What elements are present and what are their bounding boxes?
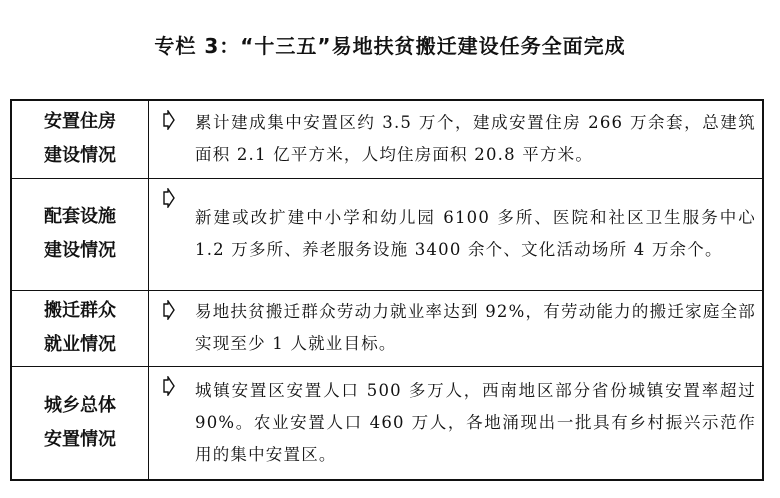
row-content-cell — [149, 178, 764, 290]
table-row-employment — [11, 290, 763, 366]
hollow-arrow-right-icon — [163, 110, 175, 130]
row-label-line1: 安置住房 — [44, 111, 116, 133]
hollow-arrow-right-icon — [163, 300, 175, 320]
row-content-text: 城镇安置区安置人口 500 多万人，西南地区部分省份城镇安置率超过 90%。农业安置人口 460 万人，各地涌现出一批具有乡村振兴示范作用的集中安置区。 — [195, 380, 756, 464]
row-label-cell — [11, 290, 149, 366]
row-content-cell — [149, 100, 764, 178]
row-label-line2: 建设情况 — [44, 145, 116, 167]
row-content-cell — [149, 290, 764, 366]
row-content-cell — [149, 366, 764, 480]
row-label-line2: 就业情况 — [44, 334, 116, 355]
row-label-line2: 安置情况 — [44, 428, 116, 450]
hollow-arrow-right-icon — [163, 376, 175, 396]
row-label-cell — [11, 178, 149, 290]
row-label-cell — [11, 100, 149, 178]
row-content-text: 易地扶贫搬迁群众劳动力就业率达到 92%，有劳动能力的搬迁家庭全部实现至少 1 人就业目标。 — [195, 302, 756, 353]
row-content-text: 累计建成集中安置区约 3.5 万个，建成安置住房 266 万余套，总建筑面积 2.1 亿平方米，人均住房面积 20.8 平方米。 — [195, 113, 756, 165]
row-label-line2: 建设情况 — [44, 240, 116, 261]
row-label-line1: 配套设施 — [44, 206, 116, 227]
page-title: 专栏 3：“十三五”易地扶贫搬迁建设任务全面完成 — [154, 34, 626, 58]
row-content-text: 新建或改扩建中小学和幼儿园 6100 多所、医院和社区卫生服务中心 1.2 万多所、养老服务设施 3400 余个、文化活动场所 4 万余个。 — [195, 208, 756, 259]
row-label-line1: 城乡总体 — [44, 394, 116, 416]
row-label-cell — [11, 366, 149, 480]
table-row-housing — [11, 100, 763, 178]
hollow-arrow-right-icon — [163, 188, 175, 208]
column-box-table — [10, 99, 764, 481]
row-label-line1: 搬迁群众 — [44, 300, 116, 321]
table-row-facilities — [11, 178, 763, 290]
table-row-resettlement — [11, 366, 763, 480]
